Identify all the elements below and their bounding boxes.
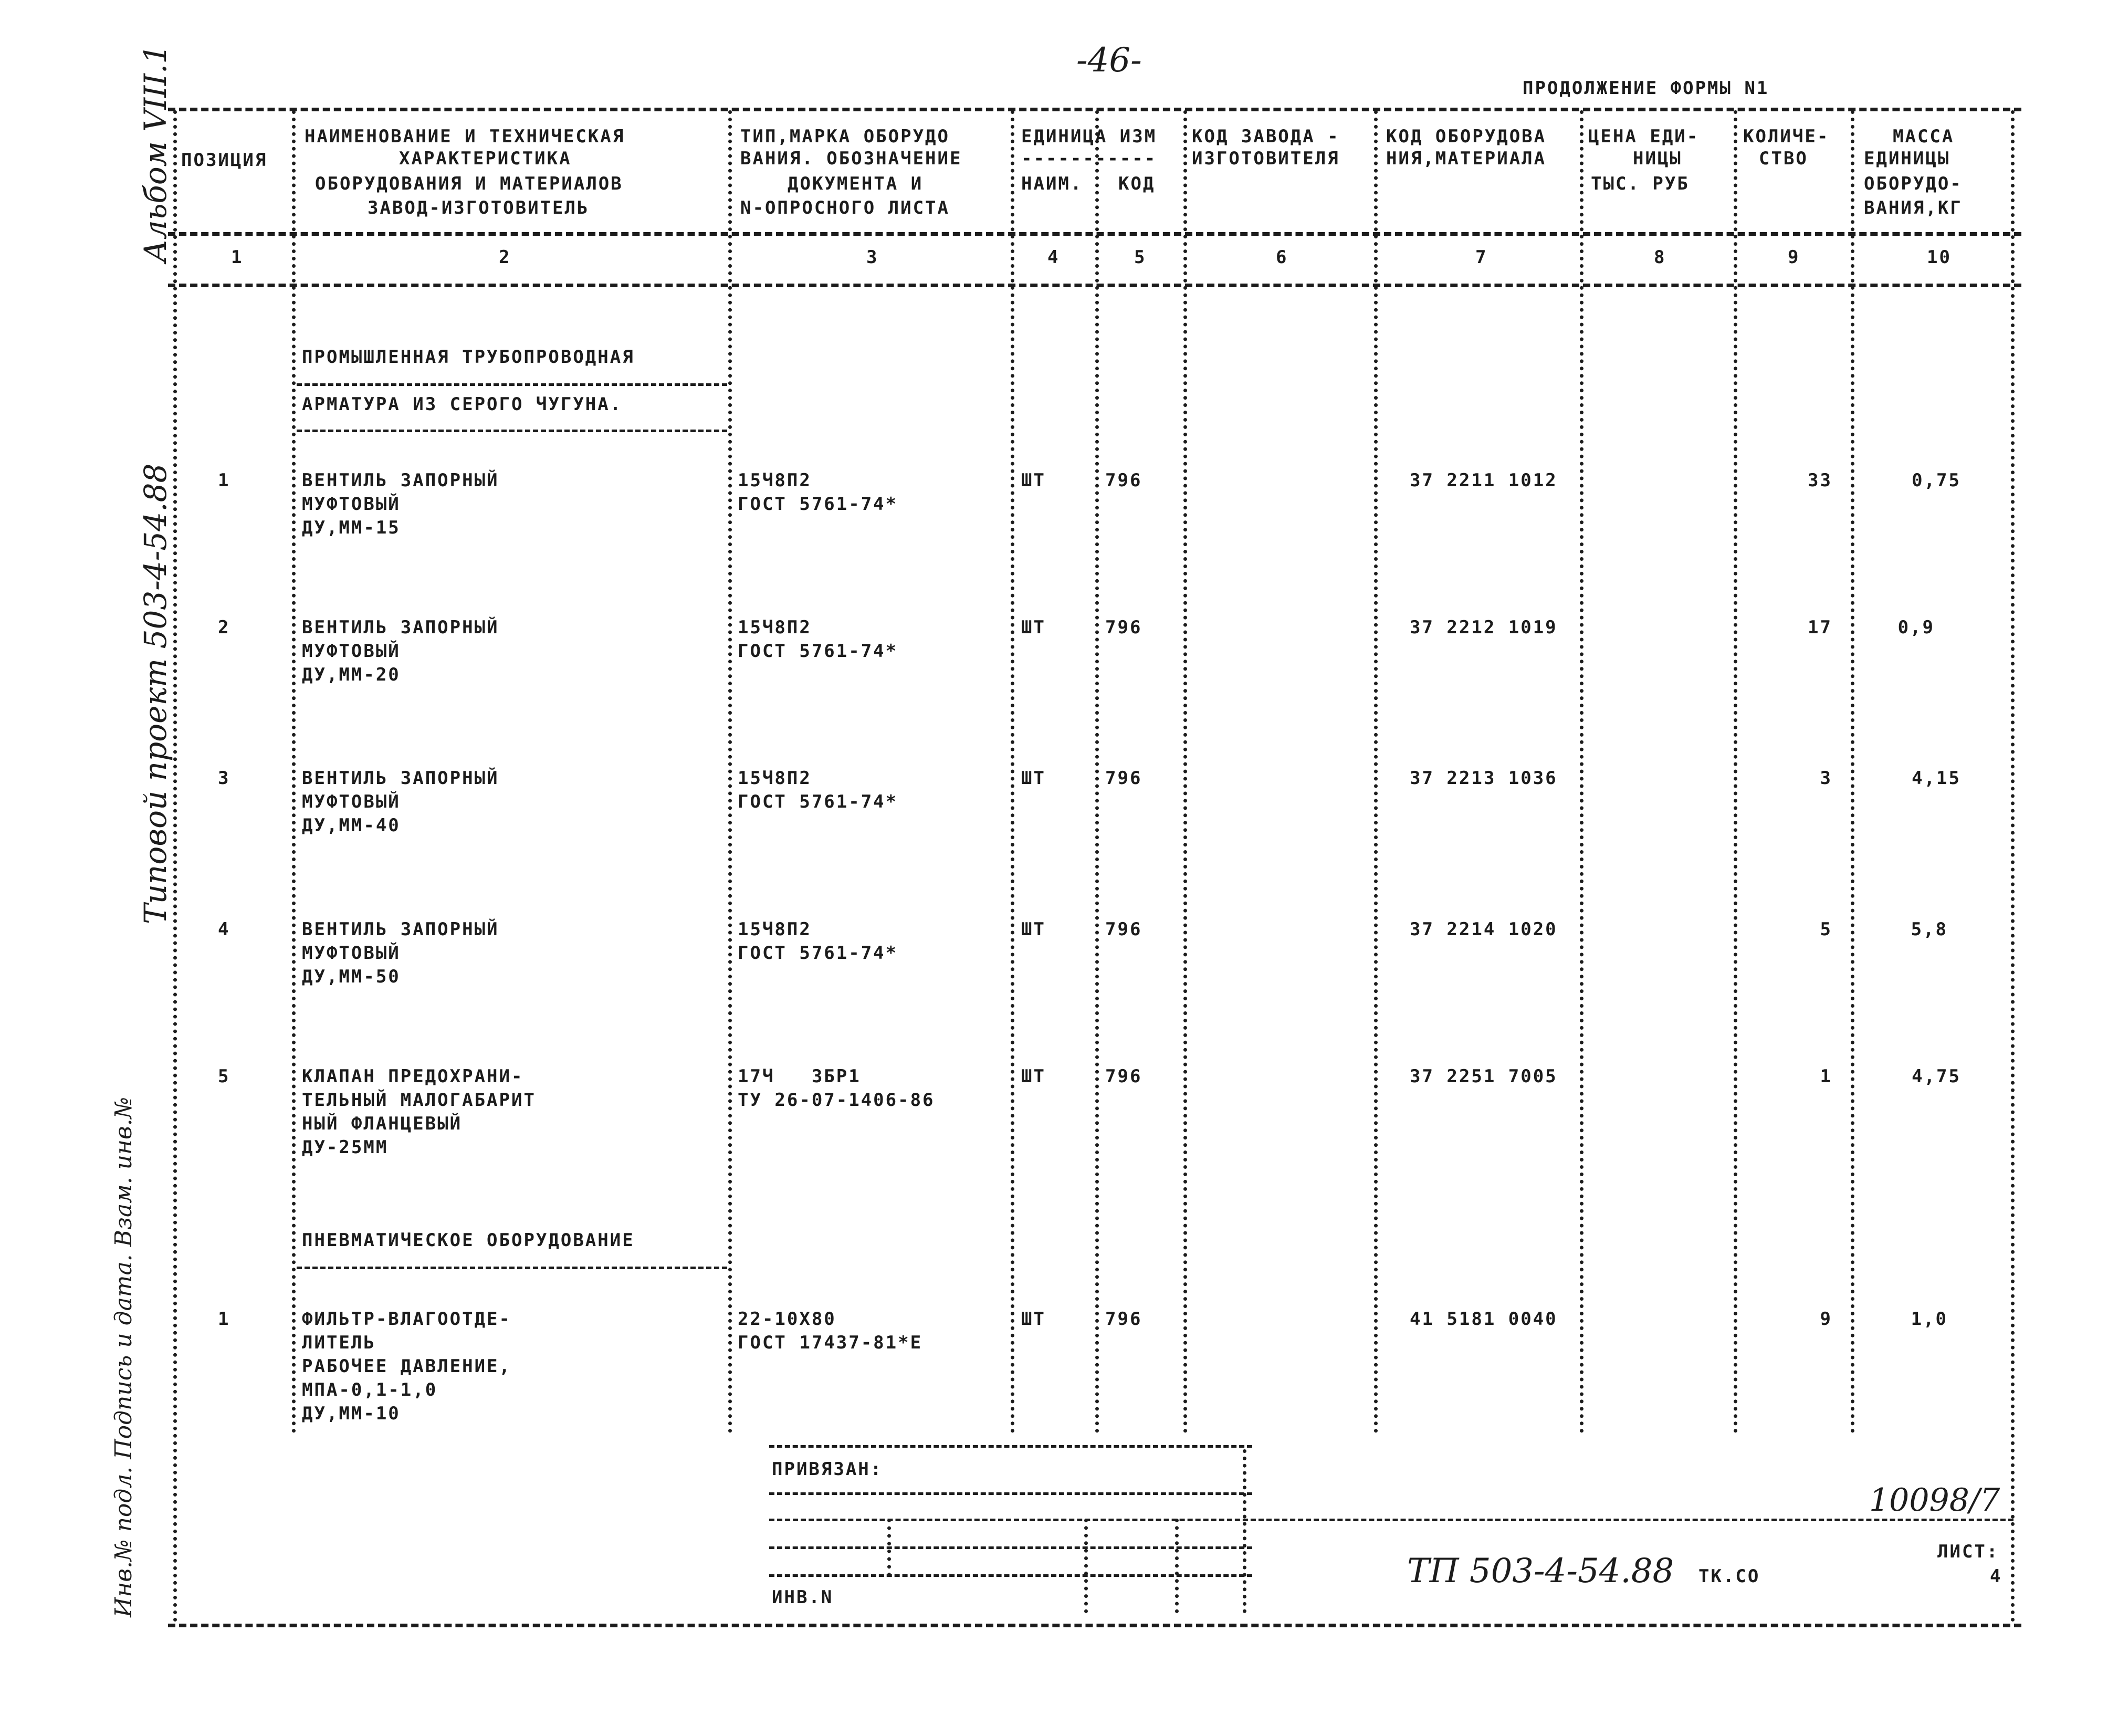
page-number: -46-	[1076, 41, 1142, 80]
col-sep-4	[1095, 110, 1099, 1434]
header-unit-code: КОД	[1118, 173, 1156, 194]
side-stamp-label: Инв.№ подл. Подпись и дата. Взам. инв.№	[110, 1096, 137, 1617]
col-sep-5	[1183, 110, 1187, 1434]
row-type-line: 15Ч8П2	[738, 470, 812, 491]
row-name-line: ДУ,ММ-15	[302, 517, 401, 538]
colnum-8: 8	[1654, 247, 1666, 268]
row-equipment-code: 41 5181 0040	[1410, 1309, 1558, 1330]
col-sep-left	[173, 110, 177, 1623]
header-qty-2: СТВО	[1759, 148, 1808, 169]
row-position: 3	[218, 768, 230, 789]
rule-header-bottom	[168, 232, 2021, 236]
row-quantity: 33	[1808, 470, 1832, 491]
header-equipcode-2: НИЯ,МАТЕРИАЛА	[1386, 148, 1547, 169]
row-mass: 0,9	[1897, 617, 1935, 638]
stamp-rule-3	[769, 1519, 2013, 1521]
rule-page-bottom	[168, 1624, 2021, 1627]
row-name-line: ФИЛЬТР-ВЛАГООТДЕ-	[302, 1309, 511, 1330]
side-project-label: Типовой проект 503-4-54.88	[138, 463, 173, 924]
row-mass: 4,75	[1912, 1066, 1961, 1087]
row-unit: ШТ	[1021, 470, 1046, 491]
row-unit: ШТ	[1021, 617, 1046, 638]
side-album-label: Альбом VIII.1	[138, 44, 173, 263]
row-mass: 0,75	[1912, 470, 1961, 491]
header-type-2: ВАНИЯ. ОБОЗНАЧЕНИЕ	[740, 148, 962, 169]
section-heading-1b: АРМАТУРА ИЗ СЕРОГО ЧУГУНА.	[302, 394, 623, 415]
row-type-line: 22-10Х80	[738, 1309, 836, 1330]
row-name-line: ВЕНТИЛЬ ЗАПОРНЫЙ	[302, 768, 499, 789]
row-name-line: ВЕНТИЛЬ ЗАПОРНЫЙ	[302, 617, 499, 638]
colnum-4: 4	[1047, 247, 1060, 268]
row-name-line: НЫЙ ФЛАНЦЕВЫЙ	[302, 1113, 463, 1134]
row-mass: 5,8	[1911, 919, 1948, 940]
header-qty-1: КОЛИЧЕ-	[1743, 126, 1830, 147]
stamp-inventory-number: ИНВ.N	[772, 1587, 834, 1608]
row-unit-code: 796	[1105, 617, 1142, 638]
row-quantity: 1	[1820, 1066, 1832, 1087]
row-name-line: ЛИТЕЛЬ	[302, 1332, 376, 1353]
row-type-line: ГОСТ 17437-81*Е	[738, 1332, 923, 1353]
row-position: 1	[218, 1309, 230, 1330]
stamp-sheet-number: 4	[1990, 1566, 2002, 1587]
row-name-line: МУФТОВЫЙ	[302, 943, 401, 964]
section-rule-1b	[297, 430, 727, 432]
stamp-rule-5	[769, 1574, 1252, 1577]
section-heading-1a: ПРОМЫШЛЕННАЯ ТРУБОПРОВОДНАЯ	[302, 347, 635, 368]
col-sep-9	[1851, 110, 1854, 1434]
row-unit-code: 796	[1105, 919, 1142, 940]
section-rule-2	[297, 1267, 727, 1269]
row-unit: ШТ	[1021, 919, 1046, 940]
row-quantity: 17	[1808, 617, 1832, 638]
section-rule-1a	[297, 383, 727, 386]
row-equipment-code: 37 2212 1019	[1410, 617, 1558, 638]
rule-header-top	[168, 108, 2021, 111]
row-equipment-code: 37 2211 1012	[1410, 470, 1558, 491]
header-name-1: НАИМЕНОВАНИЕ И ТЕХНИЧЕСКАЯ	[305, 126, 625, 147]
header-equipcode-1: КОД ОБОРУДОВА	[1386, 126, 1547, 147]
row-name-line: ДУ,ММ-20	[302, 664, 401, 685]
stamp-privyazan: ПРИВЯЗАН:	[772, 1459, 883, 1480]
header-unit-name: НАИМ.	[1021, 173, 1083, 194]
header-position: ПОЗИЦИЯ	[181, 150, 268, 171]
header-mass-3: ОБОРУДО-	[1864, 173, 1963, 194]
header-factory-2: ИЗГОТОВИТЕЛЯ	[1192, 148, 1340, 169]
row-type-line: ГОСТ 5761-74*	[738, 641, 898, 662]
row-unit: ШТ	[1021, 768, 1046, 789]
stamp-document-code: ТП 503-4-54.88	[1407, 1552, 1674, 1591]
col-sep-2	[728, 110, 732, 1434]
col-sep-1	[292, 110, 296, 1434]
row-mass: 4,15	[1912, 768, 1961, 789]
header-price-1: ЦЕНА ЕДИ-	[1588, 126, 1700, 147]
header-price-2: НИЦЫ	[1633, 148, 1682, 169]
header-unit-1: ЕДИНИЦА ИЗМ	[1021, 126, 1157, 147]
header-unit-2: -----------	[1021, 148, 1157, 169]
colnum-2: 2	[499, 247, 511, 268]
row-name-line: ДУ,ММ-40	[302, 815, 401, 836]
row-name-line: ДУ,ММ-10	[302, 1403, 401, 1424]
row-unit-code: 796	[1105, 768, 1142, 789]
row-name-line: РАБОЧЕЕ ДАВЛЕНИЕ,	[302, 1356, 511, 1377]
colnum-7: 7	[1475, 247, 1488, 268]
header-mass-1: МАССА	[1893, 126, 1955, 147]
header-mass-4: ВАНИЯ,КГ	[1864, 197, 1963, 218]
row-name-line: ВЕНТИЛЬ ЗАПОРНЫЙ	[302, 919, 499, 940]
row-type-line: ТУ 26-07-1406-86	[738, 1090, 935, 1111]
stamp-rule-top	[769, 1445, 1252, 1448]
row-position: 5	[218, 1066, 230, 1087]
row-name-line: ДУ-25ММ	[302, 1137, 389, 1158]
row-equipment-code: 37 2213 1036	[1410, 768, 1558, 789]
row-position: 2	[218, 617, 230, 638]
stamp-sheet-label: ЛИСТ:	[1937, 1541, 1999, 1562]
stamp-sep-a	[887, 1519, 891, 1576]
colnum-3: 3	[866, 247, 879, 268]
row-name-line: МУФТОВЫЙ	[302, 641, 401, 662]
section-heading-2: ПНЕВМАТИЧЕСКОЕ ОБОРУДОВАНИЕ	[302, 1230, 635, 1251]
col-sep-right	[2011, 110, 2015, 1623]
col-sep-7	[1580, 110, 1583, 1434]
row-name-line: ТЕЛЬНЫЙ МАЛОГАБАРИТ	[302, 1090, 536, 1111]
row-type-line: 15Ч8П2	[738, 919, 812, 940]
row-quantity: 5	[1820, 919, 1832, 940]
rule-colnums-bottom	[168, 284, 2021, 287]
row-unit-code: 796	[1105, 1066, 1142, 1087]
header-factory-1: КОД ЗАВОДА -	[1192, 126, 1340, 147]
colnum-6: 6	[1276, 247, 1288, 268]
stamp-sep-d	[1243, 1449, 1246, 1613]
row-unit: ШТ	[1021, 1309, 1046, 1330]
row-type-line: 15Ч8П2	[738, 768, 812, 789]
row-name-line: МУФТОВЫЙ	[302, 494, 401, 515]
row-quantity: 9	[1820, 1309, 1832, 1330]
header-name-4: ЗАВОД-ИЗГОТОВИТЕЛЬ	[368, 197, 590, 218]
col-sep-8	[1734, 110, 1737, 1434]
row-type-line: 17Ч 3БР1	[738, 1066, 861, 1087]
colnum-5: 5	[1134, 247, 1147, 268]
stamp-suffix: ТК.СО	[1698, 1566, 1760, 1587]
row-type-line: ГОСТ 5761-74*	[738, 494, 898, 515]
header-type-3: ДОКУМЕНТА И	[788, 173, 924, 194]
row-name-line: ВЕНТИЛЬ ЗАПОРНЫЙ	[302, 470, 499, 491]
row-unit-code: 796	[1105, 1309, 1142, 1330]
row-equipment-code: 37 2251 7005	[1410, 1066, 1558, 1087]
stamp-sep-b	[1084, 1519, 1088, 1613]
row-equipment-code: 37 2214 1020	[1410, 919, 1558, 940]
header-name-2: ХАРАКТЕРИСТИКА	[399, 148, 572, 169]
stamp-sep-c	[1175, 1519, 1179, 1613]
colnum-10: 10	[1927, 247, 1952, 268]
row-name-line: МУФТОВЫЙ	[302, 791, 401, 812]
header-type-4: N-ОПРОСНОГО ЛИСТА	[740, 197, 950, 218]
row-quantity: 3	[1820, 768, 1832, 789]
stamp-rule-4	[769, 1546, 1252, 1549]
row-unit: ШТ	[1021, 1066, 1046, 1087]
col-sep-6	[1374, 110, 1378, 1434]
stamp-rule-2	[769, 1492, 1252, 1495]
colnum-9: 9	[1788, 247, 1800, 268]
header-price-3: ТЫС. РУБ	[1591, 173, 1690, 194]
row-type-line: 15Ч8П2	[738, 617, 812, 638]
row-position: 1	[218, 470, 230, 491]
header-mass-2: ЕДИНИЦЫ	[1864, 148, 1950, 169]
header-type-1: ТИП,МАРКА ОБОРУДО	[740, 126, 950, 147]
stamp-archive-number: 10098/7	[1869, 1482, 2000, 1519]
colnum-1: 1	[231, 247, 244, 268]
col-sep-3	[1011, 110, 1014, 1434]
header-name-3: ОБОРУДОВАНИЯ И МАТЕРИАЛОВ	[315, 173, 623, 194]
row-position: 4	[218, 919, 230, 940]
row-name-line: ДУ,ММ-50	[302, 966, 401, 987]
row-unit-code: 796	[1105, 470, 1142, 491]
row-type-line: ГОСТ 5761-74*	[738, 943, 898, 964]
row-type-line: ГОСТ 5761-74*	[738, 791, 898, 812]
row-name-line: МПА-0,1-1,0	[302, 1379, 438, 1400]
row-mass: 1,0	[1911, 1309, 1948, 1330]
row-name-line: КЛАПАН ПРЕДОХРАНИ-	[302, 1066, 524, 1087]
form-title: ПРОДОЛЖЕНИЕ ФОРМЫ N1	[1523, 78, 1769, 99]
